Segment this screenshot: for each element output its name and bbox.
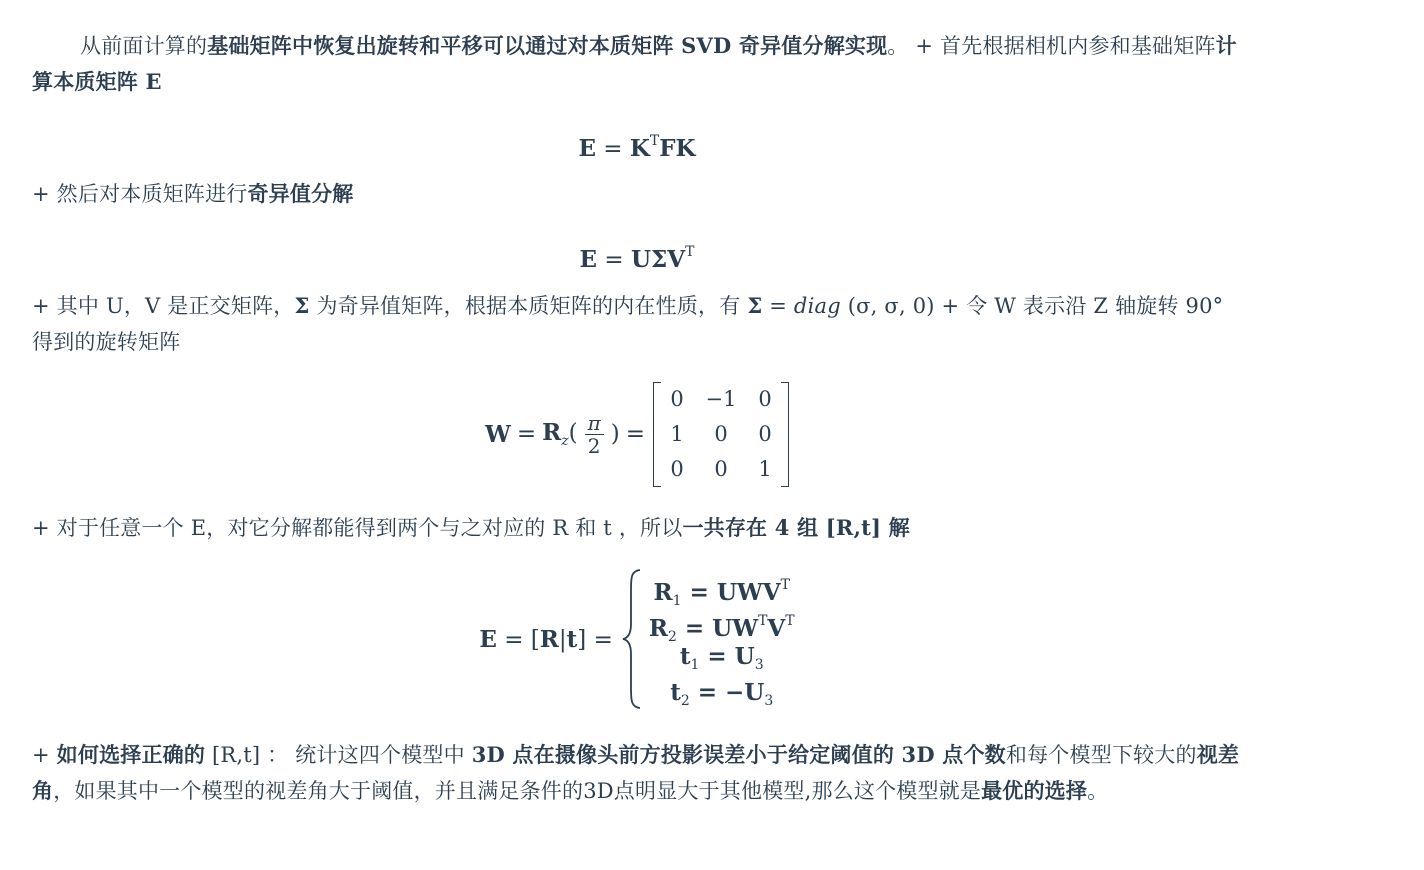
math-operator: = (516, 421, 537, 447)
matrix-cell: 0 (714, 456, 728, 481)
matrix-cell: 0 (670, 386, 684, 411)
math-subscript: 2 (680, 693, 690, 709)
math-operator: = [ (496, 626, 540, 653)
math-symbol: UΣV (630, 246, 686, 273)
math-expression: = −U (689, 679, 765, 706)
case-row-t1 (680, 639, 764, 675)
matrix-cell: 0 (714, 421, 728, 446)
bold-text: 视差角 (32, 742, 1240, 803)
equation-svd (32, 235, 1242, 277)
math-symbol: t (670, 679, 681, 706)
math-symbol: E (479, 625, 497, 653)
math-symbol: V (767, 615, 786, 642)
document (32, 0, 1242, 870)
text: 。 + 首先根据相机内参和基础矩阵 (887, 34, 1216, 58)
cases-lhs (479, 626, 612, 653)
math-symbol: W (484, 420, 511, 448)
math-operator: ] = (577, 626, 613, 653)
math-rz (542, 419, 578, 449)
math-subscript: 1 (690, 657, 700, 673)
paragraph-svd (32, 176, 1242, 212)
math-expression: = UW (676, 615, 759, 642)
math-paren: ( (568, 420, 578, 446)
paragraph-intro (32, 28, 1242, 100)
text: + (32, 743, 57, 767)
text: 和每个模型下较大的 (1005, 743, 1197, 767)
math-subscript: 3 (754, 657, 764, 673)
text: (σ, σ, 0) + 令 W 表示沿 Z 轴旋转 90° 得到的旋转矩阵 (32, 294, 1224, 354)
math-symbol: E (578, 135, 596, 162)
bold-text: 计算本质矩阵 E (32, 33, 1237, 94)
paragraph-orthogonal (32, 288, 1242, 360)
paragraph-choose-solution (32, 737, 1242, 809)
math-expression: = U (699, 643, 755, 670)
equation-essential-matrix (32, 124, 1242, 166)
math-symbol: R (653, 579, 673, 606)
matrix-cell: 1 (758, 456, 772, 481)
left-brace-icon (621, 568, 643, 710)
case-row-r1 (653, 567, 790, 609)
text: [R,t] ： 统计这四个模型中 (205, 743, 472, 767)
text: ，如果其中一个模型的视差角大于阈值，并且满足条件的3D点明显大于其他模型,那么这个模型就是 (53, 779, 982, 803)
text: 从前面计算的 (80, 34, 208, 58)
math-subscript: 3 (764, 693, 774, 709)
text: 为奇异值矩阵，根据本质矩阵的内在性质，有 (309, 294, 748, 318)
bold-text: 基础矩阵中恢复出旋转和平移可以通过对本质矩阵 SVD 奇异值分解实现 (207, 33, 888, 58)
fraction-denominator: 2 (587, 433, 601, 458)
bold-text: Σ (747, 293, 763, 318)
math-subscript: 1 (672, 593, 682, 609)
cases-rows (649, 567, 795, 711)
math-operator: | (558, 626, 567, 653)
equation-decomposition-cases (32, 566, 1242, 712)
math-symbol: R (542, 419, 562, 446)
bold-text: 如何选择正确的 (56, 742, 206, 767)
case-row-t2 (670, 675, 773, 711)
fraction-pi-over-2 (585, 412, 604, 457)
text: + 对于任意一个 E，对它分解都能得到两个与之对应的 R 和 t ，所以 (32, 516, 683, 540)
math-operator: = (597, 247, 631, 273)
text: 。 (1087, 779, 1109, 803)
text: + 然后对本质矩阵进行 (32, 182, 248, 206)
bold-text: 一共存在 4 组 [R,t] 解 (682, 515, 910, 540)
text: = (762, 294, 794, 318)
math-symbol: R (648, 615, 668, 642)
matrix-w (653, 382, 789, 487)
math-subscript: z (561, 433, 569, 449)
math-expression: = UWV (681, 579, 781, 606)
matrix-cell: 1 (670, 421, 684, 446)
bold-text: 奇异值分解 (247, 181, 354, 206)
case-row-r2 (648, 603, 795, 645)
math-symbol: t (679, 643, 691, 670)
math-symbol: R (539, 625, 559, 653)
italic-text: diag (793, 294, 841, 318)
text: + 其中 U，V 是正交矩阵， (32, 294, 295, 318)
bold-text: 3D 点在摄像头前方投影误差小于给定阈值的 3D 点个数 (471, 742, 1006, 767)
math-symbol: t (566, 625, 578, 653)
fraction-numerator: π (585, 412, 604, 435)
equation-rotation-matrix (32, 382, 1242, 486)
math-paren: ) (610, 421, 620, 447)
math-operator: = (595, 136, 630, 162)
math-symbol: FK (659, 135, 696, 162)
matrix-cell: 0 (758, 386, 772, 411)
matrix-cell: 0 (670, 456, 684, 481)
math-superscript: T (785, 613, 795, 629)
math-superscript: T (780, 577, 790, 593)
matrix-lhs (485, 412, 645, 457)
bold-text: Σ (294, 293, 310, 318)
math-superscript: T (649, 133, 660, 149)
math-operator: = (625, 421, 646, 447)
bold-text: 最优的选择 (981, 778, 1088, 803)
math-subscript: 2 (667, 629, 677, 645)
math-symbol: K (629, 135, 650, 162)
math-superscript: T (685, 244, 695, 260)
matrix-cell: −1 (705, 386, 737, 411)
math-superscript: T (758, 613, 768, 629)
paragraph-four-solutions (32, 510, 1242, 546)
matrix-cell: 0 (758, 421, 772, 446)
math-symbol: E (579, 246, 598, 273)
